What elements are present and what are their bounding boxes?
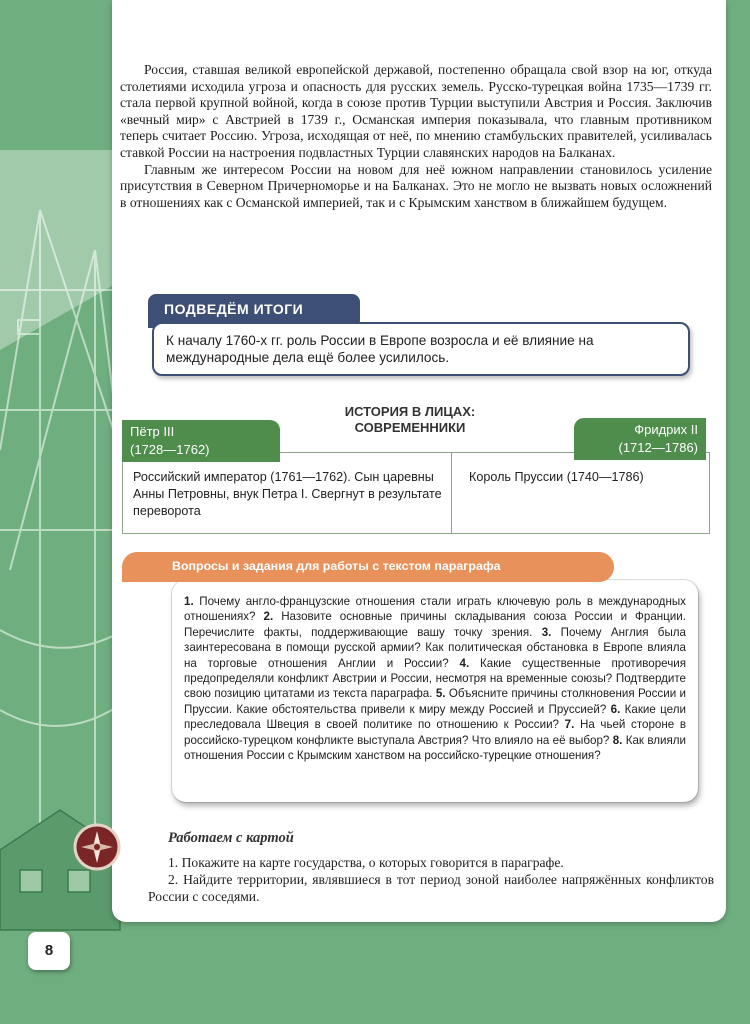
person-left-tab <box>122 420 280 462</box>
person-left-years: (1728—1762) <box>130 442 210 457</box>
map-task-1: 1. Покажите на карте государства, о которых говорится в параграфе. <box>168 855 564 870</box>
person-left-description: Российский император (1761—1762). Сын царевны Анны Петровны, внук Петра I. Свергнут в результате переворота <box>133 470 442 518</box>
person-right-name: Фридрих II <box>634 422 698 437</box>
compass-icon <box>72 822 122 872</box>
question-7: На чьей стороне в российско-турецком конфликте выступала Австрия? Что влияло на её выбор? <box>184 718 686 747</box>
main-text <box>120 62 712 211</box>
question-1: Почему англо-французские отношения стали играть ключевую роль в международных отношениях? <box>184 595 686 624</box>
map-heading: Работаем с картой <box>168 830 294 846</box>
questions-box <box>172 580 698 802</box>
person-right-description: Король Пруссии (1740—1786) <box>469 470 644 484</box>
body-paragraph-1: Россия, ставшая великой европейской державой, постепенно обращала свой взор на юг, откуда столетиями исходила угроза и опасность для русских земель. Русско-турецкая война 1735—1739 гг. стала первой крупной войной, когда в союзе против Турции выступили Австрия и Россия. Заключив «вечный мир» с Австрией в 1739 г., Османская империя показывала, что главным противником теперь считает Россию. Угроза, исходящая от неё, по мнению стамбульских правителей, усиливалась ставкой России на настроения подвластных Турции славянских народов на Балканах. <box>120 62 712 160</box>
persons-heading: ИСТОРИЯ В ЛИЦАХ: СОВРЕМЕННИКИ <box>344 404 476 435</box>
summary-text: К началу 1760-х гг. роль России в Европе возросла и её влияние на международные дела ещё более усилилось. <box>166 333 594 365</box>
question-7-number: 7. <box>564 718 575 732</box>
summary-box <box>152 322 690 376</box>
summary-heading: ПОДВЕДЁМ ИТОГИ <box>148 294 360 328</box>
question-6-number: 6. <box>610 702 621 716</box>
question-4: Какие существенные противоречия предопределяли конфликт Австрии и России, несмотря на временные союзы? Подтвердите свою позицию цитатами из текста параграфа. <box>184 656 686 701</box>
question-6: Какие цели преследовала Швеция в своей политике по отношению к России? <box>184 702 686 732</box>
map-tasks <box>148 854 714 905</box>
question-1-number: 1. <box>184 595 194 608</box>
persons-divider <box>451 453 452 533</box>
question-8-number: 8. <box>612 733 623 747</box>
question-4-number: 4. <box>459 656 470 670</box>
person-right-tab <box>574 418 706 460</box>
question-2: Назовите основные причины складывания союза России и Франции. Перечислите факты, поддерживающие вашу точку зрения. <box>184 610 686 639</box>
question-8: Как влияли отношения России с Крымским ханством на российско-турецкие отношения? <box>184 733 686 763</box>
person-right-years: (1712—1786) <box>618 440 698 455</box>
persons-table <box>122 452 710 534</box>
person-left-name: Пётр III <box>130 424 175 439</box>
questions-heading: Вопросы и задания для работы с текстом параграфа <box>122 552 614 582</box>
question-3: Почему Англия была заинтересована в помощи русской армии? Как политическая обстановка в Европе влияла на торговые отношения Англии и России? <box>184 625 686 670</box>
question-5: Объясните причины столкновения России и Пруссии. Какие обстоятельства привели к миру между Россией и Пруссией? <box>184 687 687 716</box>
body-paragraph-2: Главным же интересом России на новом для неё южном направлении становилось усиление присутствия в Северном Причерноморье и на Балканах. Это не могло не вызвать новых осложнений в отношениях как с Османской империей, так и с Крымским ханством в ближайшем будущем. <box>120 161 712 210</box>
map-task-2: 2. Найдите территории, являвшиеся в тот период зоной наиболее напряжённых конфликтов России с соседями. <box>148 872 714 904</box>
page-number: 8 <box>28 932 70 970</box>
question-5-number: 5. <box>435 687 446 701</box>
question-3-number: 3. <box>541 625 552 639</box>
question-2-number: 2. <box>263 610 274 624</box>
